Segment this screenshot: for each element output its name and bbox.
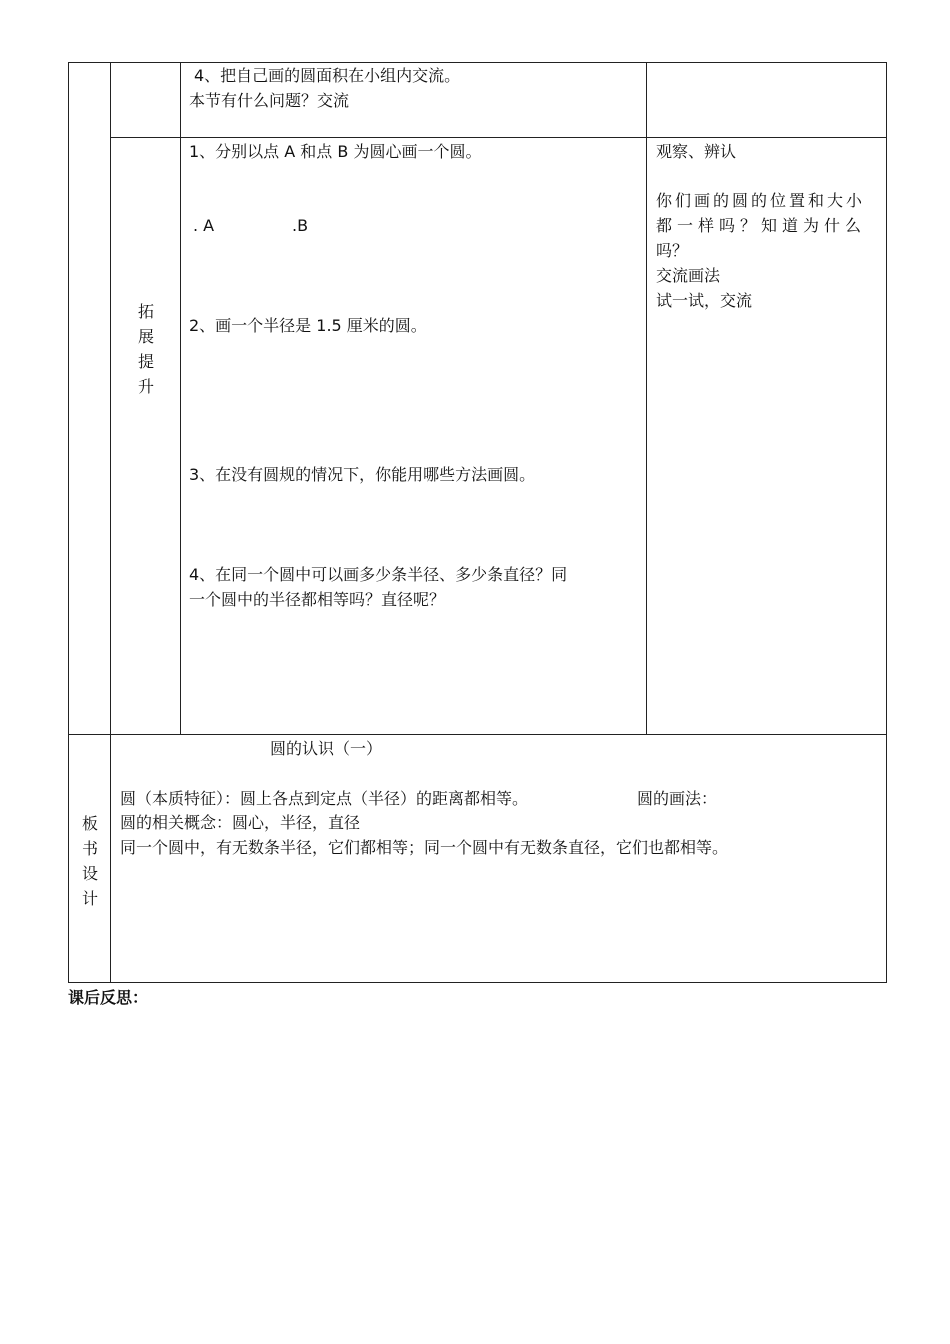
side-note-line-4: 交流画法 — [656, 266, 721, 285]
table-right-border — [886, 62, 887, 983]
row-divider-2 — [68, 734, 887, 735]
side-observe: 观察、辨认 — [656, 142, 737, 161]
col-divider-1 — [110, 62, 111, 983]
table-top-border — [68, 62, 887, 63]
question-4-line-2: 一个圆中的半径都相等吗？直径呢？ — [189, 590, 446, 609]
top-row-line-1: 4、把自己画的圆面积在小组内交流。 — [194, 66, 461, 85]
side-note-line-2: 都一样吗？知道为什么 — [656, 216, 867, 235]
row-divider-1 — [110, 137, 887, 138]
board-line-1-right: 圆的画法： — [637, 789, 718, 808]
extension-label-char: 拓 — [137, 302, 154, 321]
board-title: 圆的认识（一） — [270, 739, 383, 758]
col-divider-3 — [646, 62, 647, 735]
extension-label-char: 提 — [137, 352, 154, 371]
extension-label — [131, 299, 161, 399]
question-4-line-1: 4、在同一个圆中可以画多少条半径、多少条直径？同 — [189, 565, 568, 584]
board-line-1: 圆（本质特征）：圆上各点到定点（半径）的距离都相等。 — [120, 789, 529, 808]
top-row-line-2: 本节有什么问题？交流 — [189, 91, 350, 110]
board-line-3: 同一个圆中，有无数条半径，它们都相等；同一个圆中有无数条直径，它们也都相等。 — [120, 838, 729, 857]
question-2: 2、画一个半径是 1.5 厘米的圆。 — [189, 316, 427, 335]
col-divider-2 — [180, 62, 181, 735]
extension-label-char: 升 — [137, 377, 154, 396]
table-left-border — [68, 62, 69, 983]
side-note-line-5: 试一试，交流 — [656, 291, 753, 310]
point-b: .B — [292, 216, 309, 235]
reflection-heading: 课后反思： — [68, 988, 149, 1007]
board-line-2: 圆的相关概念：圆心，半径，直径 — [120, 813, 361, 832]
board-label-char: 书 — [81, 839, 98, 858]
board-label-char: 板 — [81, 814, 98, 833]
board-label-char: 设 — [81, 864, 98, 883]
side-note-line-1: 你们画的圆的位置和大小 — [656, 191, 866, 210]
table-bottom-border — [68, 982, 887, 983]
side-note-line-3: 吗？ — [656, 241, 689, 260]
board-design-label — [75, 811, 105, 911]
board-label-char: 计 — [81, 889, 98, 908]
question-3: 3、在没有圆规的情况下，你能用哪些方法画圆。 — [189, 465, 536, 484]
extension-label-char: 展 — [137, 327, 154, 346]
question-1: 1、分别以点 A 和点 B 为圆心画一个圆。 — [189, 142, 482, 161]
point-a: . A — [193, 216, 215, 235]
